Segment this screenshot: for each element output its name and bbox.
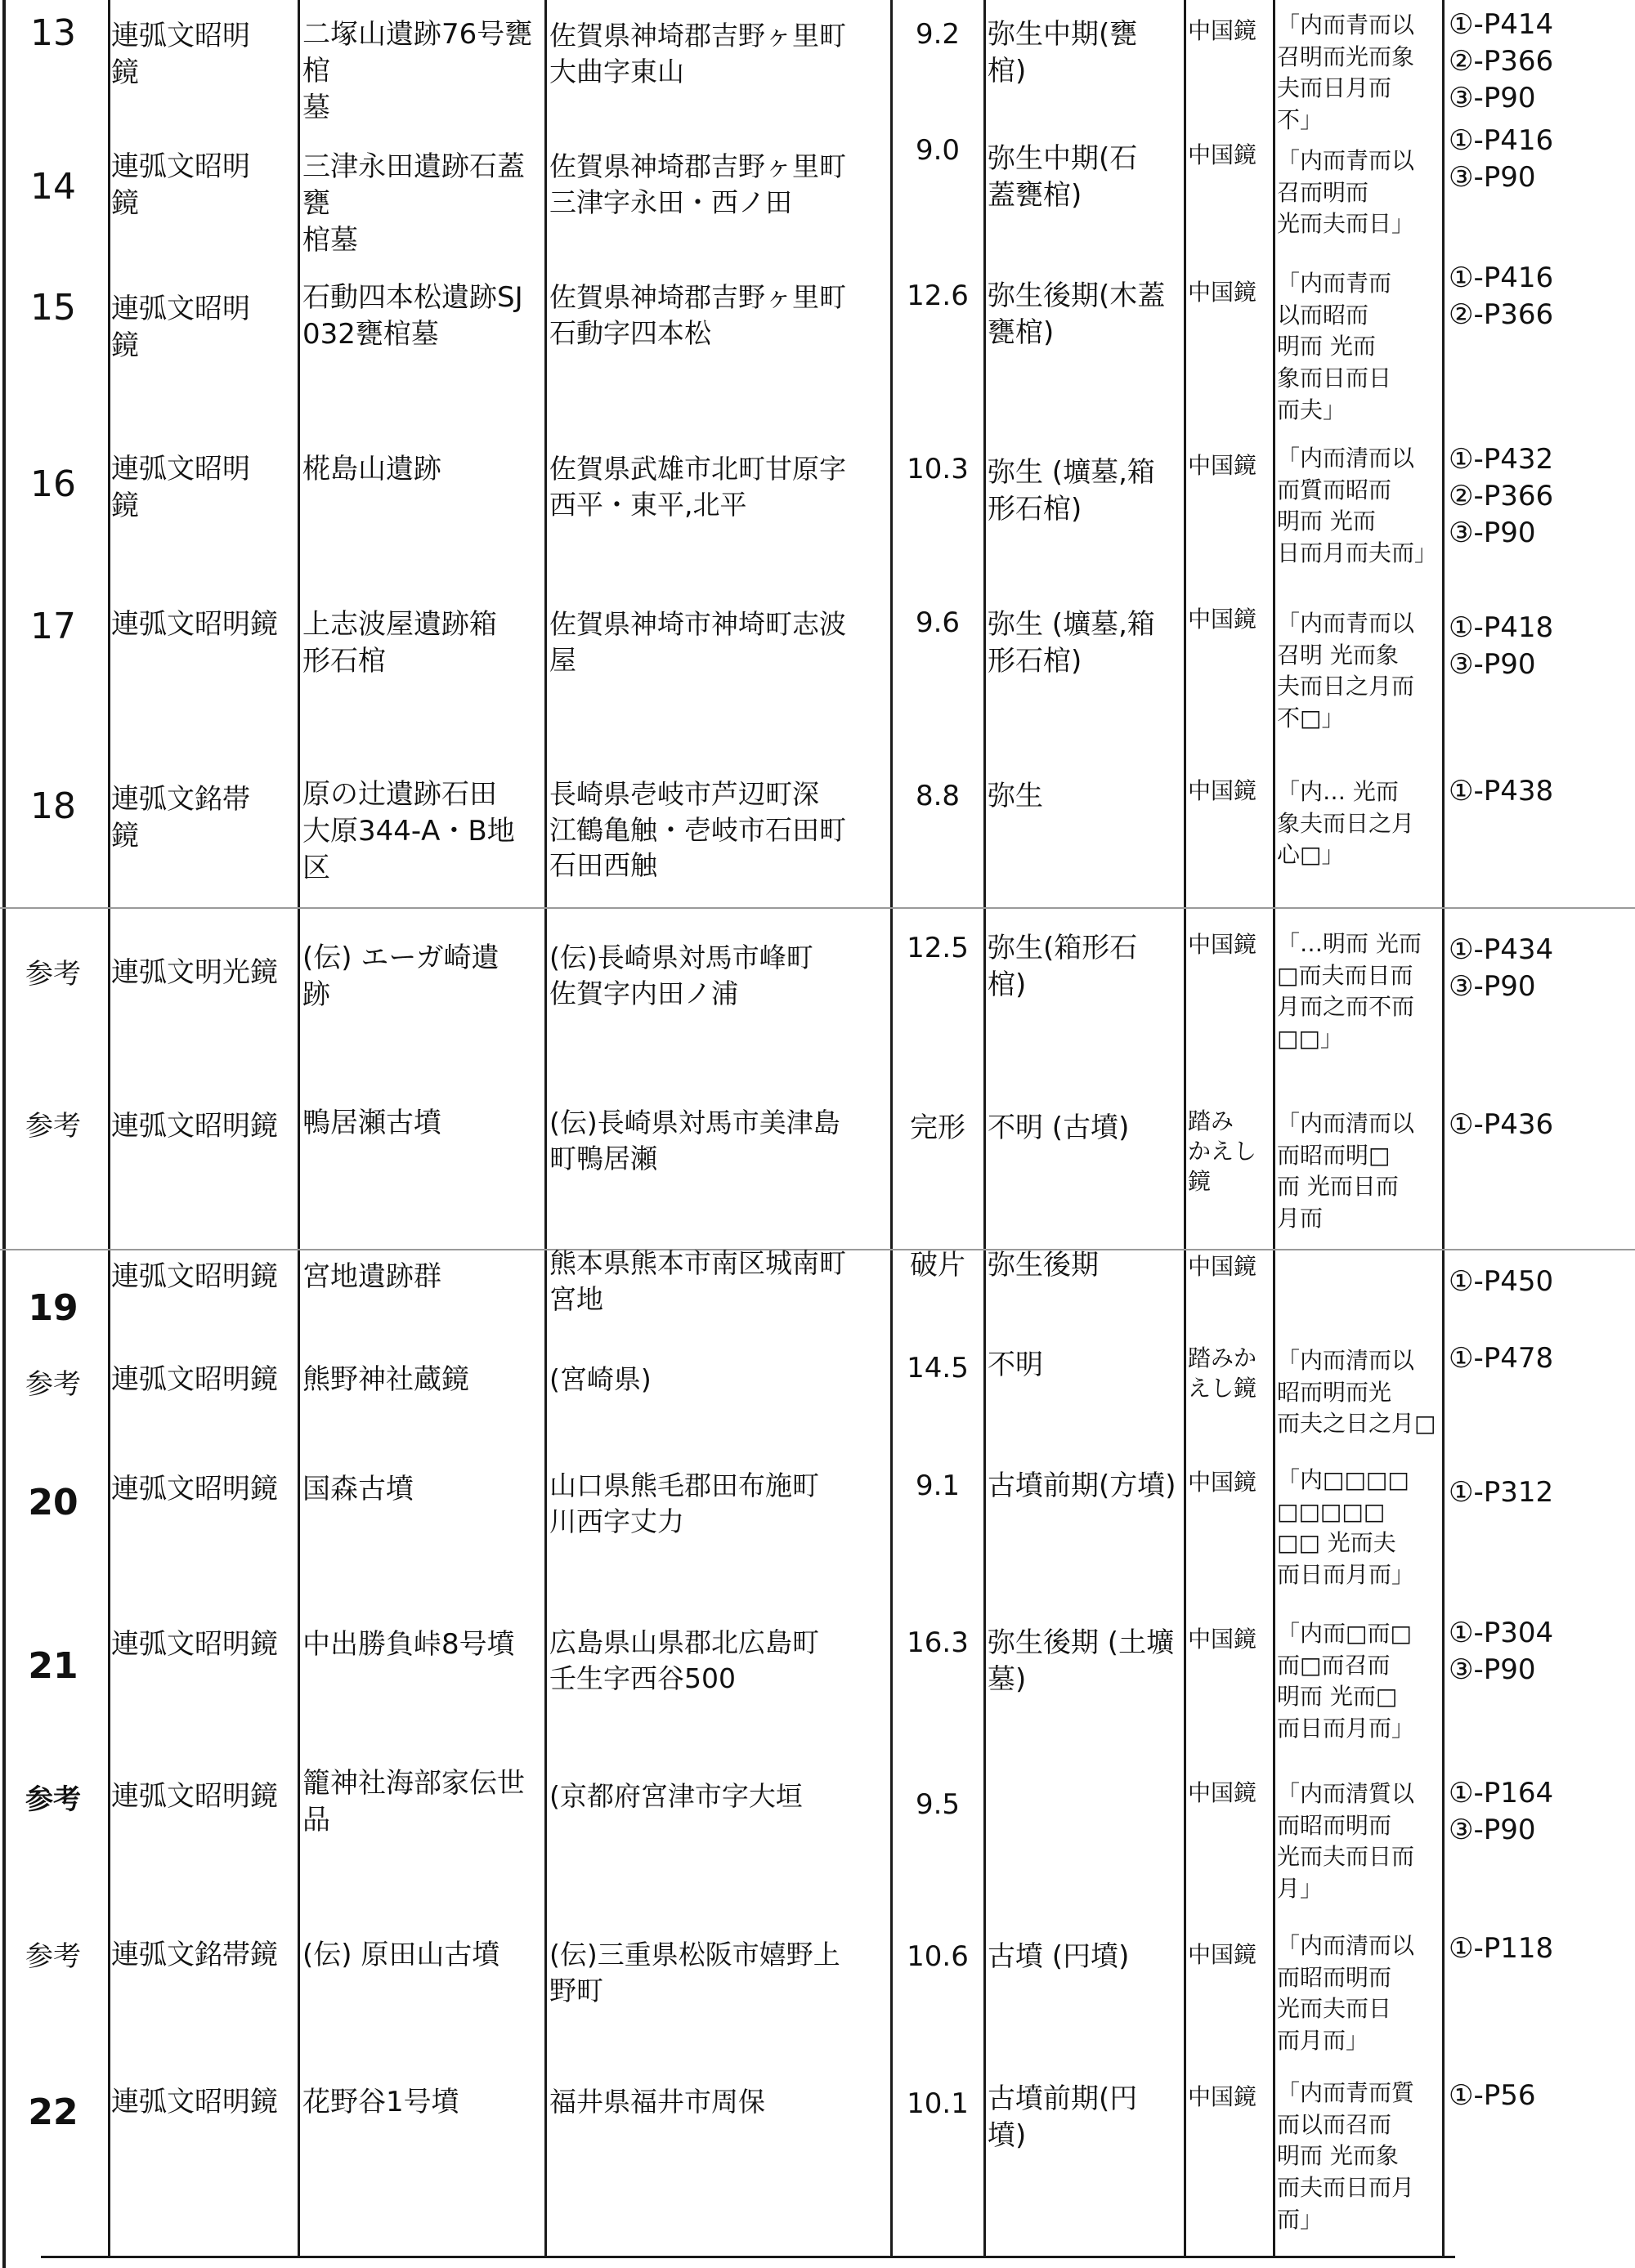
location: 佐賀県武雄市北町甘原字 西平・東平,北平 [549,453,846,521]
row-number: 参考 [25,1940,81,1973]
location: 佐賀県神埼郡吉野ヶ里町 大曲字東山 [549,20,846,87]
mirror-type: 中国鏡 [1188,1626,1257,1653]
mirror-type: 踏み かえし 鏡 [1188,1107,1257,1195]
period: 弥生中期(石 蓋甕棺) [988,142,1138,212]
site-name: 花野谷1号墳 [302,2086,459,2118]
row-number: 22 [28,2091,78,2133]
location: 広島県山県郡北広島町 壬生字西谷500 [549,1626,819,1694]
mirror-type: 中国鏡 [1188,2083,1257,2110]
inscription: 「内而青而以 召明而光而象 夫而日月而 不」 [1277,11,1415,133]
diameter: 10.6 [907,1940,969,1973]
inscription: 「内而清而以 昭而明而光 而夫之日之月□ [1277,1347,1436,1438]
diameter: 10.3 [907,453,969,485]
diameter: 12.5 [907,932,969,964]
diameter: 12.6 [907,280,969,312]
mirror-type: 中国鏡 [1188,17,1257,44]
location: (京都府宮津市字大垣 [549,1780,803,1812]
site-name: 中出勝負峠8号墳 [302,1628,515,1661]
inscription: 「内而清而以 而昭而明□ 而 光而日而 月而 [1277,1110,1415,1232]
mirror-name: 連弧文明光鏡 [111,956,278,989]
section-divider [0,907,1635,909]
inscription: 「内而青而以 召而明而 光而夫而日」 [1277,147,1415,238]
period: 弥生後期 (土壙 墓) [988,1626,1175,1696]
mirror-name: 連弧文昭明鏡 [111,1473,278,1505]
period: 古墳 (円墳) [988,1940,1130,1973]
references: ①-P312 [1449,1476,1554,1509]
references: ①-P56 [1449,2079,1536,2112]
period: 弥生後期 [988,1249,1099,1282]
location: 山口県熊毛郡田布施町 川西字丈力 [549,1470,819,1537]
location: (伝)三重県松阪市嬉野上 野町 [549,1939,840,2006]
diameter: 9.2 [915,18,961,51]
site-name: 熊野神社蔵鏡 [302,1363,469,1396]
mirror-type: 中国鏡 [1188,1779,1257,1806]
period: 古墳前期(方墳) [988,1470,1176,1502]
mirror-name: 連弧文昭明 鏡 [111,20,250,89]
location: (伝)長崎県対馬市美津島 町鴨居瀬 [549,1107,840,1174]
row-number: 参考 [25,1110,81,1143]
references: ①-P416 ③-P90 [1449,124,1554,194]
mirror-name: 連弧文昭明鏡 [111,1260,278,1293]
inscription: 「内而青而 以而昭而 明而 光而 象而日而日 而夫」 [1277,270,1392,423]
mirror-name: 連弧文昭明鏡 [111,1110,278,1143]
mirror-type: 中国鏡 [1188,931,1257,958]
mirror-name: 連弧文銘帯鏡 [111,1939,278,1971]
column-divider [983,0,986,2256]
period: 不明 [988,1349,1043,1381]
site-name: 石動四本松遺跡SJ 032甕棺墓 [302,281,523,351]
row-number: 21 [28,1645,78,1687]
period: 弥生 (壙墓,箱 形石棺) [988,456,1155,526]
mirror-type: 中国鏡 [1188,1469,1257,1496]
inscription: 「内而青而質 而以而召而 明而 光而象 而夫而日而月 而」 [1277,2079,1415,2233]
references: ①-P164 ③-P90 [1449,1777,1554,1846]
row-number: 15 [30,287,76,329]
diameter: 9.0 [915,134,961,167]
site-name: 椛島山遺跡 [302,453,441,485]
inscription: 「内□□□□ □□□□□ □□ 光而夫 而日而月而」 [1277,1466,1415,1588]
mirror-type: 中国鏡 [1188,606,1257,633]
site-name: 鴨居瀬古墳 [302,1107,441,1139]
inscription: 「内而青而以 召明 光而象 夫而日之月而 不□」 [1277,610,1415,731]
column-divider [1184,0,1186,2256]
site-name: (伝) エーガ崎遺 跡 [302,942,499,1011]
mirror-type: 踏みか えし鏡 [1188,1344,1257,1402]
references: ①-P436 [1449,1108,1554,1141]
references: ①-P418 ③-P90 [1449,611,1554,681]
row-number: 参考 [25,1783,81,1816]
mirror-name: 連弧文昭明鏡 [111,1780,278,1813]
mirror-name: 連弧文昭明鏡 [111,1628,278,1661]
period: 弥生 [988,780,1043,812]
site-name: 上志波屋遺跡箱 形石棺 [302,608,497,678]
row-number: 17 [30,606,76,647]
period: 不明 (古墳) [988,1112,1130,1144]
mirror-name: 連弧文昭明 鏡 [111,150,250,220]
mirror-type: 中国鏡 [1188,777,1257,804]
site-name: 国森古墳 [302,1473,414,1505]
references: ①-P414 ②-P366 ③-P90 [1449,8,1554,114]
location: 佐賀県神埼郡吉野ヶ里町 三津字永田・西ノ田 [549,150,846,218]
period: 弥生 (壙墓,箱 形石棺) [988,608,1155,678]
references: ①-P432 ②-P366 ③-P90 [1449,443,1554,549]
references: ①-P450 [1449,1265,1554,1298]
references: ①-P416 ②-P366 [1449,262,1554,331]
mirror-name: 連弧文昭明 鏡 [111,453,250,522]
site-name: 原の辻遺跡石田 大原344-A・B地 区 [302,778,515,884]
diameter: 9.6 [915,606,961,639]
mirror-name: 連弧文銘帯 鏡 [111,783,250,852]
diameter: 破片 [910,1249,965,1282]
mirror-name: 連弧文昭明鏡 [111,1363,278,1396]
row-number: 16 [30,463,76,505]
mirror-type: 中国鏡 [1188,1253,1257,1280]
inscription: 「内而□而□ 而□而召而 明而 光而□ 而日而月而」 [1277,1620,1415,1742]
row-number: 20 [28,1482,78,1523]
diameter: 16.3 [907,1626,969,1659]
period: 弥生後期(木蓋 甕棺) [988,280,1166,349]
references: ①-P304 ③-P90 [1449,1617,1554,1686]
inscription: 「内而清而以 而質而昭而 明而 光而 日而月而夫而」 [1277,445,1438,566]
period: 弥生(箱形石 棺) [988,932,1138,1001]
row-number: 13 [30,12,76,54]
location: 佐賀県神埼郡吉野ヶ里町 石動字四本松 [549,281,846,349]
references: ①-P478 [1449,1342,1554,1375]
location: 福井県福井市周保 [549,2086,765,2118]
diameter: 完形 [910,1112,965,1144]
column-divider [544,0,547,2256]
period: 弥生中期(甕 棺) [988,18,1138,87]
references: ①-P438 [1449,775,1554,807]
mirror-name: 連弧文昭明鏡 [111,2086,278,2118]
mirror-type: 中国鏡 [1188,452,1257,479]
mirror-type: 中国鏡 [1188,1941,1257,1968]
inscription: 「内… 光而 象夫而日之月 心□」 [1277,778,1415,869]
location: 熊本県熊本市南区城南町 宮地 [549,1247,846,1315]
site-name: 二塚山遺跡76号甕棺 墓 [302,18,533,124]
diameter: 14.5 [907,1352,969,1385]
site-name: 三津永田遺跡石蓋甕 棺墓 [302,150,525,257]
mirror-name: 連弧文昭明鏡 [111,608,278,641]
inscription: 「…明而 光而 □而夫而日而 月而之而不而 □□」 [1277,930,1422,1052]
table-bottom-line [41,2256,1455,2258]
inscription: 「内而清質以 而昭而明而 光而夫而日而 月」 [1277,1780,1415,1902]
column-divider [298,0,300,2256]
location: 佐賀県神埼市神埼町志波 屋 [549,608,846,676]
references: ①-P118 [1449,1932,1554,1965]
mirror-type: 中国鏡 [1188,279,1257,306]
row-number: 参考 [25,1368,81,1401]
period: 古墳前期(円 墳) [988,2082,1138,2152]
diameter: 9.5 [915,1788,961,1821]
row-number: 14 [30,166,76,208]
site-name: (伝) 原田山古墳 [302,1939,500,1971]
site-name: 宮地遺跡群 [302,1260,441,1293]
diameter: 9.1 [915,1470,961,1502]
row-number: 18 [30,785,76,827]
references: ①-P434 ③-P90 [1449,933,1554,1003]
diameter: 8.8 [915,780,961,812]
column-divider [108,0,110,2256]
location: (伝)長崎県対馬市峰町 佐賀字内田ノ浦 [549,942,813,1009]
column-divider [890,0,893,2256]
row-number: 19 [28,1287,78,1329]
mirror-type: 中国鏡 [1188,141,1257,168]
location: (宮崎県) [549,1363,652,1395]
row-number: 参考 [25,958,81,991]
mirror-name: 連弧文昭明 鏡 [111,293,250,362]
inscription: 「内而清而以 而昭而明而 光而夫而日 而月而」 [1277,1932,1415,2054]
location: 長崎県壱岐市芦辺町深 江鶴亀触・壱岐市石田町 石田西触 [549,778,846,882]
site-name: 籠神社海部家伝世 品 [302,1767,525,1836]
diameter: 10.1 [907,2087,969,2120]
